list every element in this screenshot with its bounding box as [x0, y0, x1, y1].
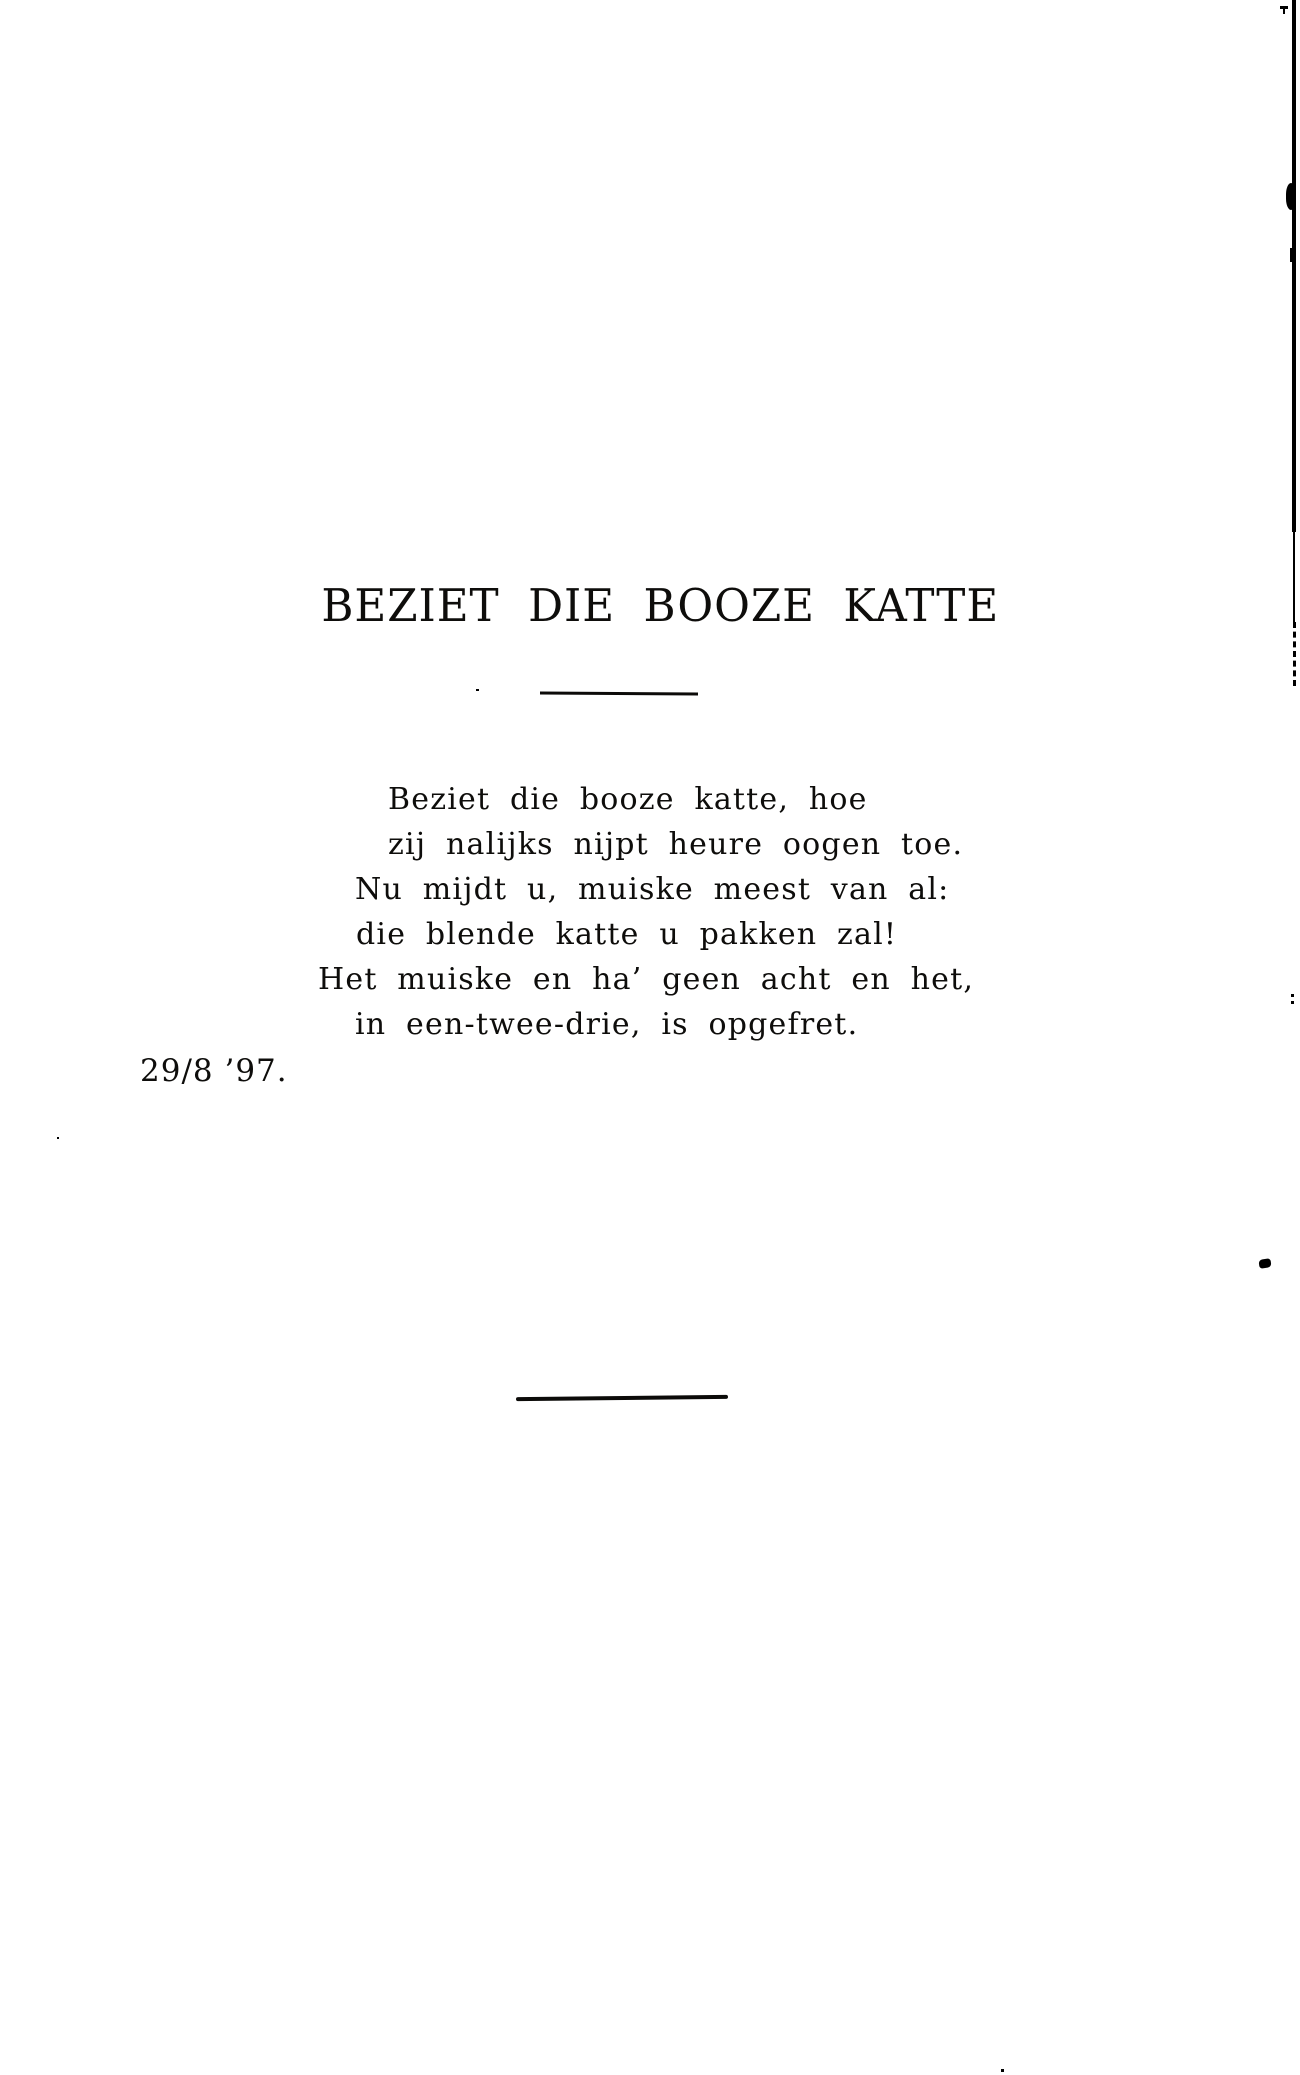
ink-speck [1001, 2069, 1004, 2072]
poem-line: die blende katte u pakken zal! [356, 917, 898, 952]
ink-blot [1258, 1258, 1271, 1269]
poem-line: Beziet die booze katte, hoe [388, 782, 868, 817]
poem [0, 777, 1000, 1047]
poem-line: Het muiske en ha’ geen acht en het, [318, 962, 975, 997]
scan-edge-line [1292, 0, 1296, 532]
poem-line: zij nalijks nijpt heure oogen toe. [388, 827, 964, 862]
title-divider-rule [540, 691, 698, 695]
date-annotation: 29/8 ’97. [140, 1053, 288, 1089]
poem-line: Nu mijdt u, muiske meest van al: [355, 872, 950, 907]
ink-speck [1291, 1001, 1294, 1004]
ink-speck [1283, 6, 1285, 14]
ink-speck [57, 1137, 59, 1139]
page-title: BEZIET DIE BOOZE KATTE [321, 579, 1000, 632]
scan-edge-line-thin [1293, 528, 1295, 623]
scan-edge-line-dashes [1293, 622, 1296, 686]
section-divider-rule [516, 1395, 728, 1401]
ink-speck [1291, 994, 1294, 997]
ink-speck [476, 689, 479, 691]
poem-line: in een-twee-drie, is opgefret. [355, 1007, 859, 1042]
scan-edge-line-bulge [1286, 183, 1296, 210]
scan-edge-line-nick [1290, 248, 1292, 262]
